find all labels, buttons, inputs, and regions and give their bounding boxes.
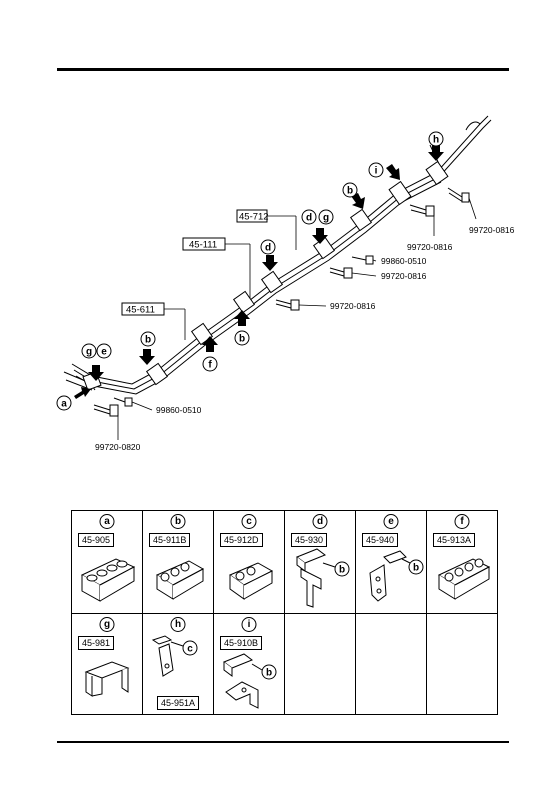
- fastener-label-2: 99720-0816: [407, 242, 453, 252]
- part-number: 45-913A: [433, 533, 475, 547]
- cell-letter: h: [171, 617, 186, 632]
- bracket-45-981-icon: [72, 648, 142, 712]
- parts-cell-e: [356, 511, 427, 614]
- svg-text:g: g: [85, 346, 93, 358]
- parts-cell-d: [285, 511, 356, 614]
- part-number: 45-940: [362, 533, 398, 547]
- part-number: 45-911B: [149, 533, 190, 547]
- arrow-h: [428, 145, 444, 161]
- clamp-45-911b-icon: [143, 545, 213, 609]
- bolt-99720-0816-d: [276, 300, 299, 310]
- parts-cell-empty-1: [285, 613, 356, 715]
- parts-cell-g: [72, 613, 143, 715]
- part-label-45-611: [122, 303, 164, 316]
- cell-letter: e: [384, 514, 399, 529]
- part-number: 45-930: [291, 533, 327, 547]
- arrow-b-2: [234, 310, 250, 326]
- bracket-45-951a-icon: [143, 632, 213, 684]
- bolt-99720-0816-a: [448, 188, 469, 202]
- clamp-45-912d-icon: [214, 545, 284, 609]
- bracket-45-940-icon: [356, 545, 426, 609]
- arrow-i: [386, 164, 400, 180]
- parts-cell-i: [214, 613, 285, 715]
- ref-letter: b: [265, 667, 273, 678]
- bolts: [94, 185, 469, 416]
- fastener-label-1: 99720-0816: [469, 225, 515, 235]
- part-label-45-111: [183, 238, 225, 251]
- bottom-rule: [57, 741, 509, 743]
- svg-text:b: b: [144, 334, 152, 346]
- bolt-99720-0816-c: [330, 268, 352, 278]
- svg-text:e: e: [101, 346, 107, 358]
- svg-text:a: a: [61, 398, 67, 410]
- cell-letter: g: [100, 617, 115, 632]
- cell-letter: c: [242, 514, 257, 529]
- fastener-label-5: 99720-0816: [330, 301, 376, 311]
- part-number: 45-951A: [157, 696, 199, 710]
- svg-text:45-111: 45-111: [189, 239, 218, 251]
- cell-letter: d: [313, 514, 328, 529]
- part-number: 45-910B: [220, 636, 262, 650]
- arrow-a: [74, 387, 91, 399]
- parts-cell-a: [72, 511, 143, 614]
- svg-text:f: f: [208, 359, 212, 371]
- part-number: 45-981: [78, 636, 114, 650]
- part-number: 45-905: [78, 533, 114, 547]
- parts-cell-b: [143, 511, 214, 614]
- ref-letter: b: [338, 564, 346, 576]
- cell-letter: f: [455, 514, 470, 529]
- bracket-45-910b-icon: [214, 648, 284, 712]
- parts-cell-h: [143, 613, 214, 715]
- ref-letter: c: [187, 643, 193, 654]
- fastener-label-6: 99860-0510: [156, 405, 202, 415]
- cell-letter: b: [171, 514, 186, 529]
- cell-letter: i: [242, 617, 257, 632]
- part-label-45-712: [237, 210, 269, 223]
- parts-cell-f: [427, 511, 498, 614]
- svg-text:45-611: 45-611: [126, 304, 155, 316]
- svg-text:b: b: [238, 333, 246, 345]
- svg-text:b: b: [346, 185, 354, 197]
- bracket-45-930-icon: [285, 545, 355, 609]
- svg-text:d: d: [305, 212, 313, 224]
- parts-cell-empty-2: [356, 613, 427, 715]
- clamp-45-905-icon: [72, 545, 142, 609]
- fastener-label-4: 99720-0816: [381, 271, 427, 281]
- bolt-99860-0510-a: [352, 256, 373, 264]
- cell-letter: a: [100, 514, 115, 529]
- fastener-label-3: 99860-0510: [381, 256, 427, 266]
- svg-text:g: g: [322, 212, 330, 224]
- ref-letter: b: [412, 562, 420, 574]
- part-number: 45-912D: [220, 533, 263, 547]
- clamp-45-913a-icon: [427, 545, 497, 609]
- svg-text:45-712: 45-712: [239, 211, 269, 223]
- parts-cell-empty-3: [427, 613, 498, 715]
- bolt-99720-0816-b: [410, 205, 434, 216]
- parts-cell-c: [214, 511, 285, 614]
- leader-lines: [118, 198, 476, 440]
- svg-text:h: h: [432, 134, 440, 146]
- arrow-d-1: [262, 255, 278, 271]
- bolt-99720-0820: [94, 405, 118, 416]
- fastener-label-7: 99720-0820: [95, 442, 141, 452]
- svg-text:d: d: [264, 242, 272, 254]
- parts-table: [71, 510, 498, 715]
- pipe-bundle: [64, 116, 491, 394]
- arrow-b-1: [139, 349, 155, 365]
- svg-text:i: i: [374, 165, 378, 177]
